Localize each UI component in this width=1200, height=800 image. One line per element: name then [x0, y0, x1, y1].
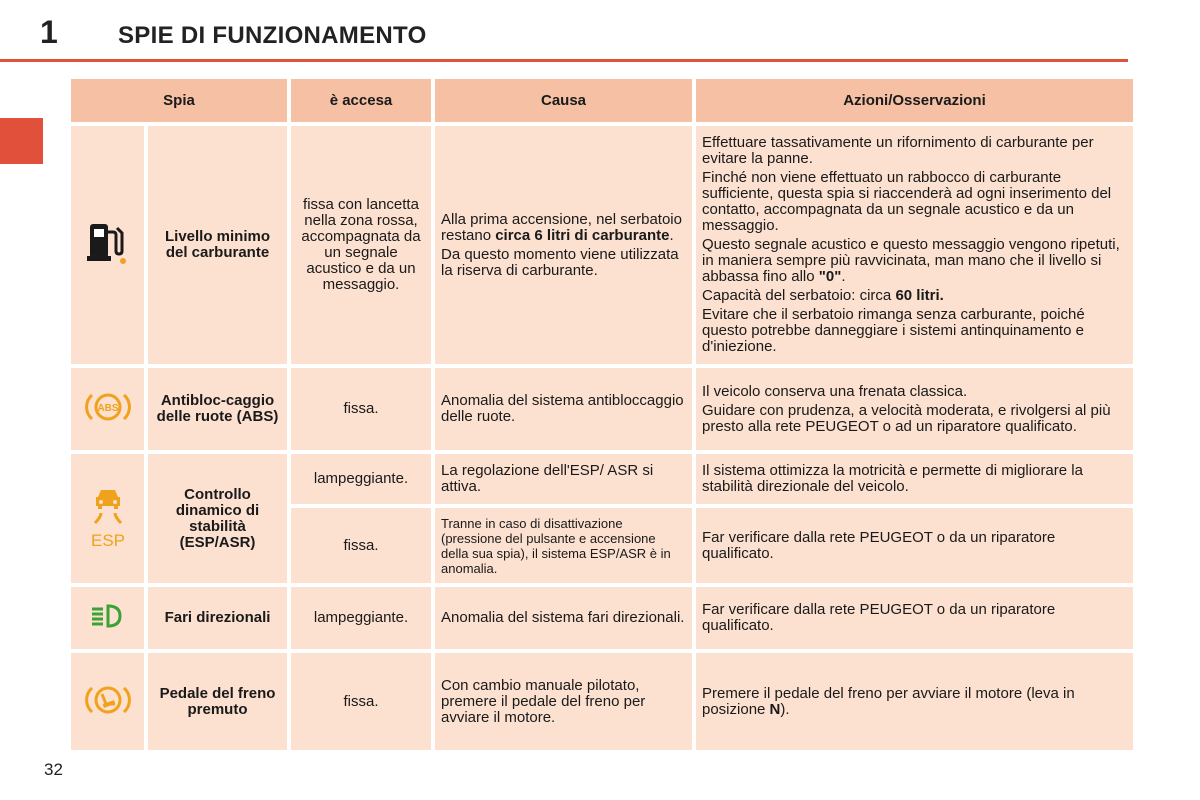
chapter-side-tab: [0, 118, 43, 164]
table-row: [71, 368, 1133, 450]
table-row: [71, 587, 1133, 649]
page-title: SPIE DI FUNZIONAMENTO: [118, 22, 427, 49]
esp-icon-text: ESP: [90, 530, 125, 549]
abs-warning-cause: Anomalia del sistema antibloccaggio delle ruote.: [435, 368, 692, 450]
fuel-action-2: Finché non viene effettuato un rabbocco di carburante sufficiente, questa spia si riaccenderà ad ogni inserimento del contatto, accompagnata da un segnale acustico e da un messaggio.: [702, 169, 1112, 234]
fuel-cause-text: Alla prima accensione, nel serbatoio restano: [441, 210, 682, 244]
headlamp-icon-cell: [71, 587, 144, 649]
header-causa: Causa: [435, 79, 692, 122]
directional-headlamp-icon: [88, 602, 128, 630]
chapter-number: 1: [40, 14, 58, 50]
brake-warning-name: Pedale del freno premuto: [148, 653, 287, 750]
page-number: 32: [44, 760, 63, 779]
abs-warning-actions: [696, 368, 1133, 450]
fuel-cause-reserve: Da questo momento viene utilizzata la riserva di carburante.: [441, 245, 679, 279]
esp-cause-flashing: La regolazione dell'ESP/ ASR si attiva.: [435, 454, 692, 504]
warning-lights-table: [67, 75, 1137, 754]
fuel-action-5: Evitare che il serbatoio rimanga senza carburante, poiché questo potrebbe danneggiare i sistemi antinquinamento e d'iniezione.: [702, 306, 1085, 355]
headlamp-warning-cause: Anomalia del sistema fari direzionali.: [435, 587, 692, 649]
brake-action-end: ).: [780, 700, 790, 718]
brake-pedal-icon: [83, 680, 133, 720]
brake-action-text: Premere il pedale del freno per avviare il motore (leva in posizione: [702, 684, 1075, 718]
esp-state-flashing: lampeggiante.: [291, 454, 431, 504]
esp-icon-cell: [71, 454, 144, 583]
abs-warning-state: fissa.: [291, 368, 431, 450]
table-row: [71, 126, 1133, 364]
header-accesa: è accesa: [291, 79, 431, 122]
fuel-capacity-value: 60 litri.: [895, 287, 944, 304]
esp-warning-name: Controllo dinamico di stabilità (ESP/ASR): [148, 454, 287, 583]
table-row: [71, 454, 1133, 504]
fuel-action-1: Effettuare tassativamente un rifornimento di carburante per evitare la panne.: [702, 134, 1094, 167]
abs-action-2: Guidare con prudenza, a velocità moderata, e rivolgersi al più presto alla rete PEUGEOT o ad un riparatore qualificato.: [702, 401, 1111, 435]
title-divider: [0, 59, 1128, 62]
brake-action-gear: N: [769, 700, 781, 718]
fuel-action-3-text: Questo segnale acustico e questo messaggio vengono ripetuti, in maniera sempre più ravvicinata, man mano che il livello si abbassa fino allo: [702, 236, 1120, 285]
esp-skid-icon: [86, 485, 130, 549]
fuel-action-3: [702, 237, 1127, 285]
fuel-action-4: [702, 288, 1127, 304]
abs-action-1: Il veicolo conserva una frenata classica.: [702, 382, 968, 400]
abs-icon-text: ABS: [96, 403, 119, 414]
fuel-warning-name: Livello minimo del carburante: [148, 126, 287, 364]
fuel-cause-end: .: [669, 226, 674, 244]
fuel-pump-icon: [86, 220, 130, 266]
brake-warning-cause: Con cambio manuale pilotato, premere il pedale del freno per avviare il motore.: [435, 653, 692, 750]
esp-state-fixed: fissa.: [291, 508, 431, 583]
fuel-warning-cause: [435, 126, 692, 364]
brake-warning-action: [696, 653, 1133, 750]
header-azioni: Azioni/Osservazioni: [696, 79, 1133, 122]
fuel-capacity-label: Capacità del serbatoio: circa: [702, 287, 896, 304]
fuel-action-3-bold: "0": [818, 268, 842, 285]
brake-warning-state: fissa.: [291, 653, 431, 750]
headlamp-warning-state: lampeggiante.: [291, 587, 431, 649]
table-header-row: [71, 79, 1133, 122]
abs-warning-icon: [83, 387, 133, 427]
headlamp-warning-action: Far verificare dalla rete PEUGEOT o da un riparatore qualificato.: [696, 587, 1133, 649]
abs-warning-name: Antibloc-caggio delle ruote (ABS): [148, 368, 287, 450]
esp-action-flashing: Il sistema ottimizza la motricità e permette di migliorare la stabilità direzionale del veicolo.: [696, 454, 1133, 504]
esp-cause-fixed: Tranne in caso di disattivazione (pressione del pulsante e accensione della sua spia), il sistema ESP/ASR è in anomalia.: [435, 508, 692, 583]
brake-icon-cell: [71, 653, 144, 750]
fuel-action-3-end: .: [841, 268, 846, 285]
headlamp-warning-name: Fari direzionali: [148, 587, 287, 649]
esp-action-fixed: Far verificare dalla rete PEUGEOT o da un riparatore qualificato.: [696, 508, 1133, 583]
fuel-icon-cell: [71, 126, 144, 364]
abs-icon-cell: [71, 368, 144, 450]
fuel-cause-bold: circa 6 litri di carburante: [495, 226, 670, 244]
fuel-warning-state: fissa con lancetta nella zona rossa, accompagnata da un segnale acustico e da un messaggio.: [291, 126, 431, 364]
header-spia: Spia: [71, 79, 287, 122]
table-row: [71, 653, 1133, 750]
fuel-warning-actions: [696, 126, 1133, 364]
